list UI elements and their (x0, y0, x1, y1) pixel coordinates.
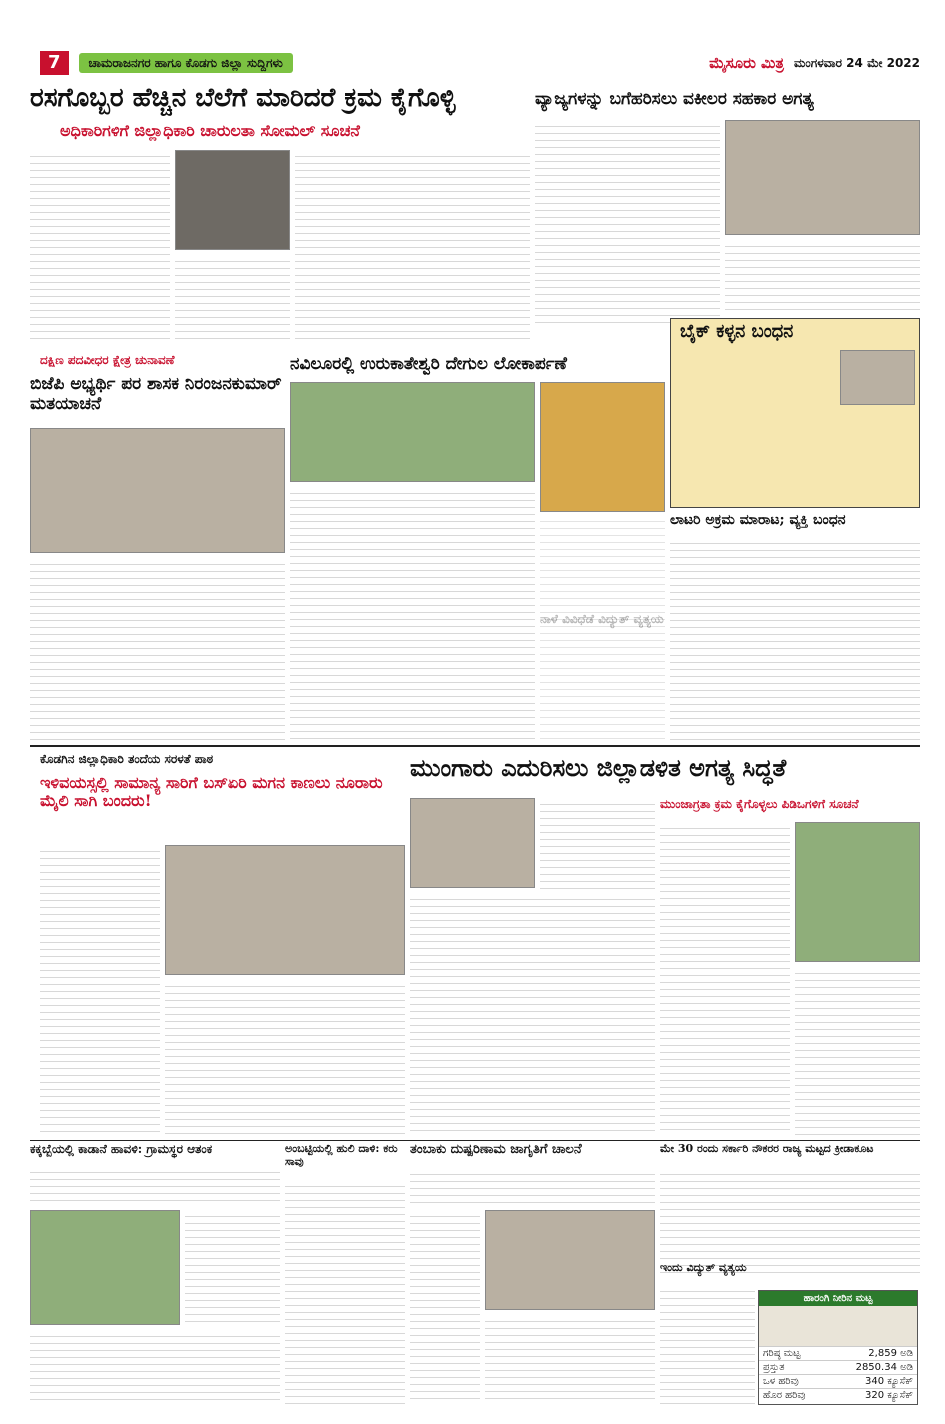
officer-photo (410, 798, 535, 888)
meeting-photo (175, 150, 290, 250)
village-photo (795, 822, 920, 962)
kicker-election: ದಕ್ಷಿಣ ಪದವೀಧರ ಕ್ಷೇತ್ರ ಚುನಾವಣೆ (40, 353, 175, 367)
article-body (670, 537, 920, 740)
headline-election: ಬಿಜೆಪಿ ಅಭ್ಯರ್ಥಿ ಪರ ಶಾಸಕ ನಿರಂಜನಕುಮಾರ್ ಮತಯಾಚನೆ (30, 375, 282, 414)
row-value: 340 ಕ್ಯೂಸೆಕ್ (865, 1376, 913, 1387)
harangi-water-level (758, 1290, 918, 1405)
article-body (660, 1285, 755, 1405)
article-body (725, 240, 920, 315)
headline-fertilizer: ರಸಗೊಬ್ಬರ ಹೆಚ್ಚಿನ ಬೆಲೆಗೆ ಮಾರಿದರೆ ಕ್ರಮ ಕೈಗೊಳ್ಳಿ (30, 84, 456, 113)
article-body (410, 893, 655, 1135)
article-body (485, 1315, 655, 1405)
row-label: ಒಳ ಹರಿವು (763, 1376, 799, 1387)
article-body (30, 1330, 280, 1405)
article-body (410, 1210, 480, 1405)
article-body (290, 487, 535, 740)
headline-collector-father: ಇಳಿವಯಸ್ಸಲ್ಲಿ ಸಾಮಾನ್ಯ ಸಾರಿಗೆ ಬಸ್‌ಏರಿ ಮಗನ ಕಾಣಲು ನೂರಾರು ಮೈಲಿ ಸಾಗಿ ಬಂದರು! (40, 774, 383, 811)
page-header (40, 50, 920, 76)
article-body (175, 255, 290, 340)
headline-bike-thief: ಬೈಕ್ ಕಳ್ಳನ ಬಂಧನ (680, 322, 794, 342)
water-level-title: ಹಾರಂಗಿ ನೀರಿನ ಮಟ್ಟ (759, 1291, 917, 1306)
tobacco-event-photo (485, 1210, 655, 1310)
row-label: ಗರಿಷ್ಠ ಮಟ್ಟ (763, 1348, 801, 1359)
headline-precaution: ಮುಂಜಾಗ್ರತಾ ಕ್ರಮ ಕೈಗೊಳ್ಳಲು ಪಿಡಿಒಗಳಿಗೆ ಸೂಚನೆ (660, 798, 859, 811)
row-value: 2,859 ಅಡಿ (868, 1348, 913, 1359)
article-body (540, 515, 665, 740)
headline-sports-meet: ಮೇ 30 ರಂದು ಸರ್ಕಾರಿ ನೌಕರರ ರಾಜ್ಯ ಮಟ್ಟದ ಕ್ರೀಡಾಕೂಟ (660, 1143, 874, 1155)
headline-lawyers: ವ್ಯಾಜ್ಯಗಳನ್ನು ಬಗೆಹರಿಸಲು ವಕೀಲರ ಸಹಕಾರ ಅಗತ್ಯ (535, 90, 814, 109)
article-body (30, 558, 285, 740)
article-body (40, 845, 160, 1135)
father-photo (165, 845, 405, 975)
section-title: ಚಾಮರಾಜನಗರ ಹಾಗೂ ಕೊಡಗು ಜಿಲ್ಲಾ ಸುದ್ದಿಗಳು (79, 53, 293, 73)
kicker-collector-father: ಕೊಡಗಿನ ಜಿಲ್ಲಾಧಿಕಾರಿ ತಂದೆಯ ಸರಳತೆ ಪಾಠ (40, 752, 214, 766)
headline-power-today: ಇಂದು ವಿದ್ಯುತ್ ವ್ಯತ್ಯಯ (660, 1262, 747, 1274)
article-body (410, 1168, 655, 1208)
article-body (185, 1210, 280, 1325)
deity-photo (540, 382, 665, 512)
temple-crowd-photo (290, 382, 535, 482)
article-body (30, 1166, 280, 1206)
article-body (285, 1180, 405, 1405)
page-number: 7 (40, 51, 69, 75)
headline-tobacco: ತಂಬಾಕು ದುಷ್ಪರಿಣಾಮ ಜಾಗೃತಿಗೆ ಚಾಲನೆ (410, 1143, 582, 1157)
row-label: ಹೊರ ಹರಿವು (763, 1390, 806, 1401)
row-value: 320 ಕ್ಯೂಸೆಕ್ (865, 1390, 913, 1401)
masthead: ಮೈಸೂರು ಮಿತ್ರ (709, 54, 784, 72)
campaign-photo (30, 428, 285, 553)
row-label: ಪ್ರಸ್ತುತ (763, 1362, 785, 1373)
bike-thief-box (670, 318, 920, 508)
article-body (295, 150, 530, 340)
accused-photo (840, 350, 915, 405)
article-body (30, 150, 170, 340)
section-divider (30, 1140, 920, 1141)
dam-photo (759, 1306, 917, 1346)
headline-monsoon: ಮುಂಗಾರು ಎದುರಿಸಲು ಜಿಲ್ಲಾಡಳಿತ ಅಗತ್ಯ ಸಿದ್ಧತೆ (410, 754, 787, 782)
section-divider (30, 745, 920, 747)
article-body (795, 967, 920, 1135)
issue-date: ಮಂಗಳವಾರ 24 ಮೇ 2022 (793, 55, 920, 70)
article-body (535, 120, 720, 325)
article-body (540, 798, 655, 893)
headline-temple: ನವಿಲೂರಲ್ಲಿ ಉರುಕಾತೇಶ್ವರಿ ದೇಗುಲ ಲೋಕಾರ್ಪಣೆ (290, 355, 567, 374)
headline-elephant: ಕಕ್ಕಬ್ಬೆಯಲ್ಲಿ ಕಾಡಾನೆ ಹಾವಳಿ: ಗ್ರಾಮಸ್ಥರ ಆತಂಕ (30, 1143, 213, 1156)
crop-damage-photo (30, 1210, 180, 1325)
subhead-fertilizer: ಅಧಿಕಾರಿಗಳಿಗೆ ಜಿಲ್ಲಾಧಿಕಾರಿ ಚಾರುಲತಾ ಸೋಮಲ್ ಸೂಚನೆ (60, 122, 360, 140)
article-body (660, 822, 790, 1135)
headline-lottery: ಲಾಟರಿ ಅಕ್ರಮ ಮಾರಾಟ; ವ್ಯಕ್ತಿ ಬಂಧನ (670, 512, 846, 528)
row-value: 2850.34 ಅಡಿ (855, 1362, 913, 1373)
headline-tiger: ಅಂಬಟ್ಟಿಯಲ್ಲಿ ಹುಲಿ ದಾಳಿ: ಕರು ಸಾವು (285, 1143, 398, 1168)
lawyers-event-photo (725, 120, 920, 235)
article-body (165, 980, 405, 1135)
